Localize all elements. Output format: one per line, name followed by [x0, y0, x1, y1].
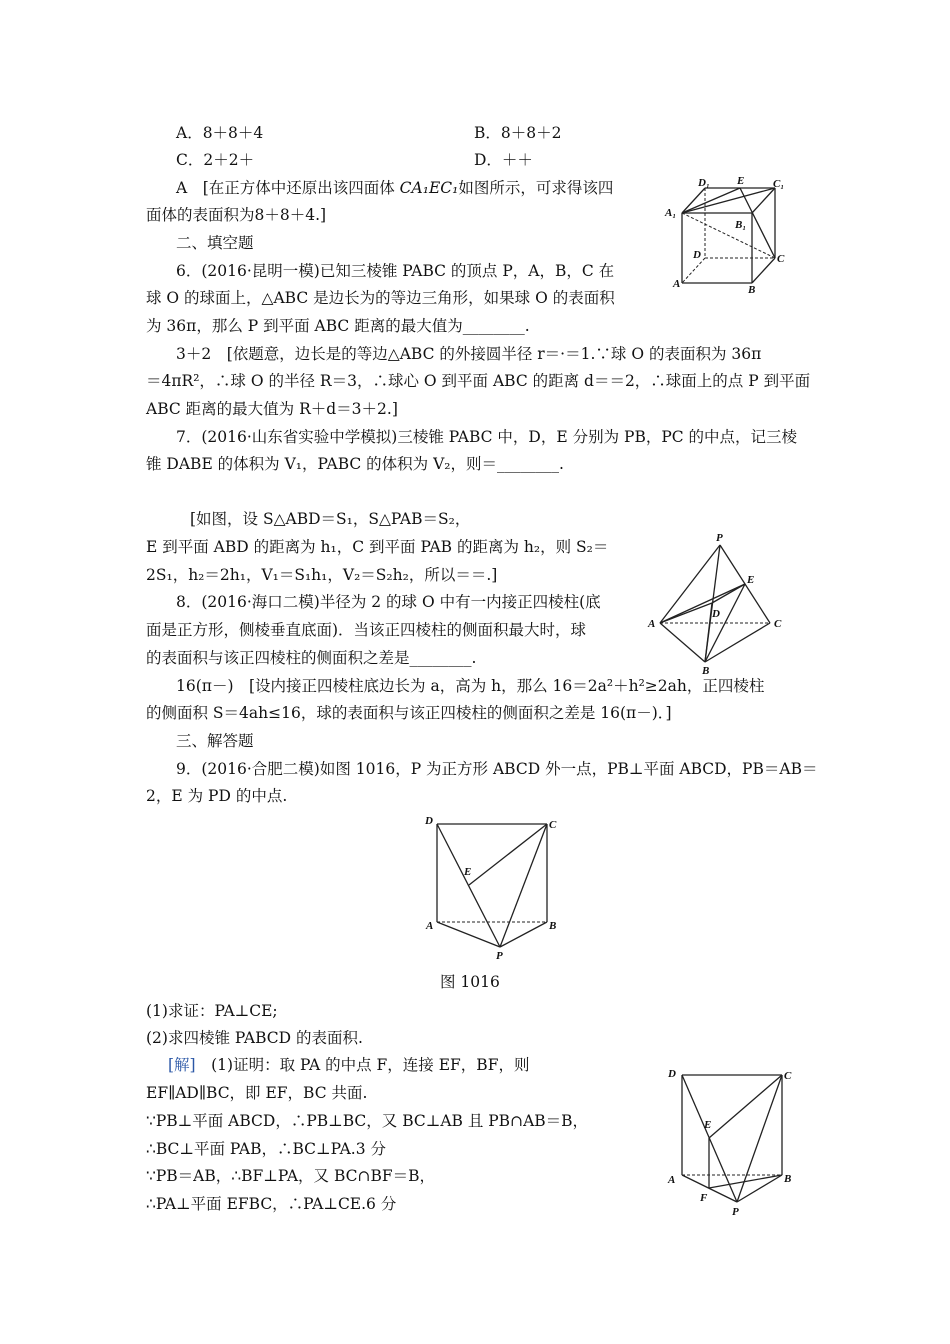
cube-label-b1: B₁ — [735, 219, 747, 231]
q6-line3: 为 36π，那么 P 到平面 ABC 距离的最大值为________. — [146, 317, 530, 335]
cube-label-b: B — [748, 284, 756, 296]
cube-label-e: E — [737, 175, 745, 187]
q8-answer-line1: 16(π－) [设内接正四棱柱底边长为 a，高为 h，那么 16＝2a²＋h²≥2ah，正四棱柱 — [176, 677, 765, 695]
q8-answer-line2: 的侧面积 S＝4ah≤16，球的表面积与该正四棱柱的侧面积之差是 16(π－)．] — [146, 704, 672, 722]
section-fill-in: 二、填空题 — [176, 234, 254, 252]
tetra-label-b: B — [702, 665, 710, 677]
q7-line2: 锥 DABE 的体积为 V₁，PABC 的体积为 V₂，则＝________. — [146, 455, 564, 473]
cube-label-a: A — [673, 278, 681, 290]
cube-label-c: C — [777, 253, 785, 265]
q9-part1: (1)求证：PA⊥CE; — [146, 1002, 278, 1020]
tetra-label-e: E — [747, 574, 755, 586]
option-d: D．＋＋ — [474, 151, 533, 169]
q8-line2: 面是正方形，侧棱垂直底面)．当该正四棱柱的侧面积最大时，球 — [146, 621, 587, 639]
solution-line1: [解] (1)证明：取 PA 的中点 F，连接 EF，BF，则 — [168, 1056, 530, 1074]
cube-figure — [665, 175, 795, 296]
pyramid-label-c: C — [549, 819, 557, 831]
solution-line4: ∴BC⊥平面 PAB，∴BC⊥PA.3 分 — [146, 1140, 387, 1158]
q6-line1: 6．(2016·昆明一模)已知三棱锥 PABC 的顶点 P，A，B，C 在 — [176, 262, 615, 280]
q8-line1: 8．(2016·海口二模)半径为 2 的球 O 中有一内接正四棱柱(底 — [176, 593, 601, 611]
q5-answer-line2: 面体的表面积为8＋8＋4.] — [146, 206, 327, 224]
figure-caption: 图 1016 — [440, 973, 500, 991]
pyramid-label-d: D — [425, 815, 433, 827]
solution-line5: ∵PB＝AB，∴BF⊥PA，又 BC∩BF＝B， — [146, 1167, 436, 1185]
q5-answer-line1: A [在正方体中还原出该四面体 CA₁EC₁如图所示，可求得该四 — [176, 179, 614, 197]
pyramid-figure-2 — [662, 1065, 802, 1220]
q6-answer-line2: ＝4πR²，∴球 O 的半径 R＝3，∴球心 O 到平面 ABC 的距离 d＝＝2，∴球面上的点 P 到平面 — [146, 372, 811, 390]
q9-line1: 9．(2016·合肥二模)如图 1016，P 为正方形 ABCD 外一点，PB⊥平面 ABCD，PB＝AB＝ — [176, 760, 818, 778]
solution-line2: EF∥AD∥BC，即 EF，BC 共面. — [146, 1084, 368, 1102]
cube-label-c1: C₁ — [773, 178, 785, 190]
q7-answer-line1: [如图，设 S△ABD＝S₁，S△PAB＝S₂， — [190, 510, 471, 528]
cube-label-a1: A₁ — [665, 207, 677, 219]
tetra-label-p: P — [716, 532, 723, 544]
solution-tag: [解] — [168, 1056, 196, 1074]
tetra-label-d: D — [712, 608, 720, 620]
pyramid2-label-b: B — [784, 1173, 792, 1185]
q7-answer-line3: 2S₁，h₂＝2h₁，V₁＝S₁h₁，V₂＝S₂h₂，所以＝＝.] — [146, 566, 498, 584]
option-a: A．8＋8＋4 — [176, 124, 264, 142]
pyramid-label-p: P — [496, 950, 503, 962]
section-solve: 三、解答题 — [176, 732, 254, 750]
cube-label-d: D — [693, 249, 701, 261]
q7-answer-line2: E 到平面 ABD 的距离为 h₁，C 到平面 PAB 的距离为 h₂，则 S₂＝ — [146, 538, 609, 556]
tetra-label-a: A — [648, 618, 656, 630]
q6-line2: 球 O 的球面上，△ABC 是边长为的等边三角形，如果球 O 的表面积 — [146, 289, 615, 307]
option-c: C．2＋2＋ — [176, 151, 255, 169]
tetrahedron-figure — [648, 532, 798, 677]
pyramid2-label-a: A — [668, 1174, 676, 1186]
q8-line3: 的表面积与该正四棱柱的侧面积之差是________. — [146, 649, 477, 667]
q9-part2: (2)求四棱锥 PABCD 的表面积. — [146, 1029, 363, 1047]
pyramid-label-b: B — [549, 920, 557, 932]
pyramid-figure — [420, 812, 570, 962]
pyramid2-label-c: C — [784, 1070, 792, 1082]
cube-label-d1: D₁ — [698, 177, 710, 189]
option-b: B．8＋8＋2 — [474, 124, 562, 142]
solution-line6: ∴PA⊥平面 EFBC，∴PA⊥CE.6 分 — [146, 1195, 397, 1213]
pyramid2-label-d: D — [668, 1068, 676, 1080]
pyramid-label-e: E — [464, 866, 472, 878]
pyramid2-label-p: P — [732, 1206, 739, 1218]
pyramid2-label-f: F — [700, 1192, 708, 1204]
q9-line2: 2，E 为 PD 的中点. — [146, 787, 288, 805]
q7-line1: 7．(2016·山东省实验中学模拟)三棱锥 PABC 中，D，E 分别为 PB，PC 的中点，记三棱 — [176, 428, 798, 446]
pyramid-label-a: A — [426, 920, 434, 932]
pyramid2-label-e: E — [704, 1119, 712, 1131]
tetra-label-c: C — [774, 618, 782, 630]
q6-answer-line3: ABC 距离的最大值为 R＋d＝3＋2.] — [146, 400, 398, 418]
solution-line3: ∵PB⊥平面 ABCD，∴PB⊥BC，又 BC⊥AB 且 PB∩AB＝B， — [146, 1112, 589, 1130]
q6-answer-line1: 3＋2 [依题意，边长是的等边△ABC 的外接圆半径 r＝·＝1.∵球 O 的表面积为 36π — [176, 345, 762, 363]
